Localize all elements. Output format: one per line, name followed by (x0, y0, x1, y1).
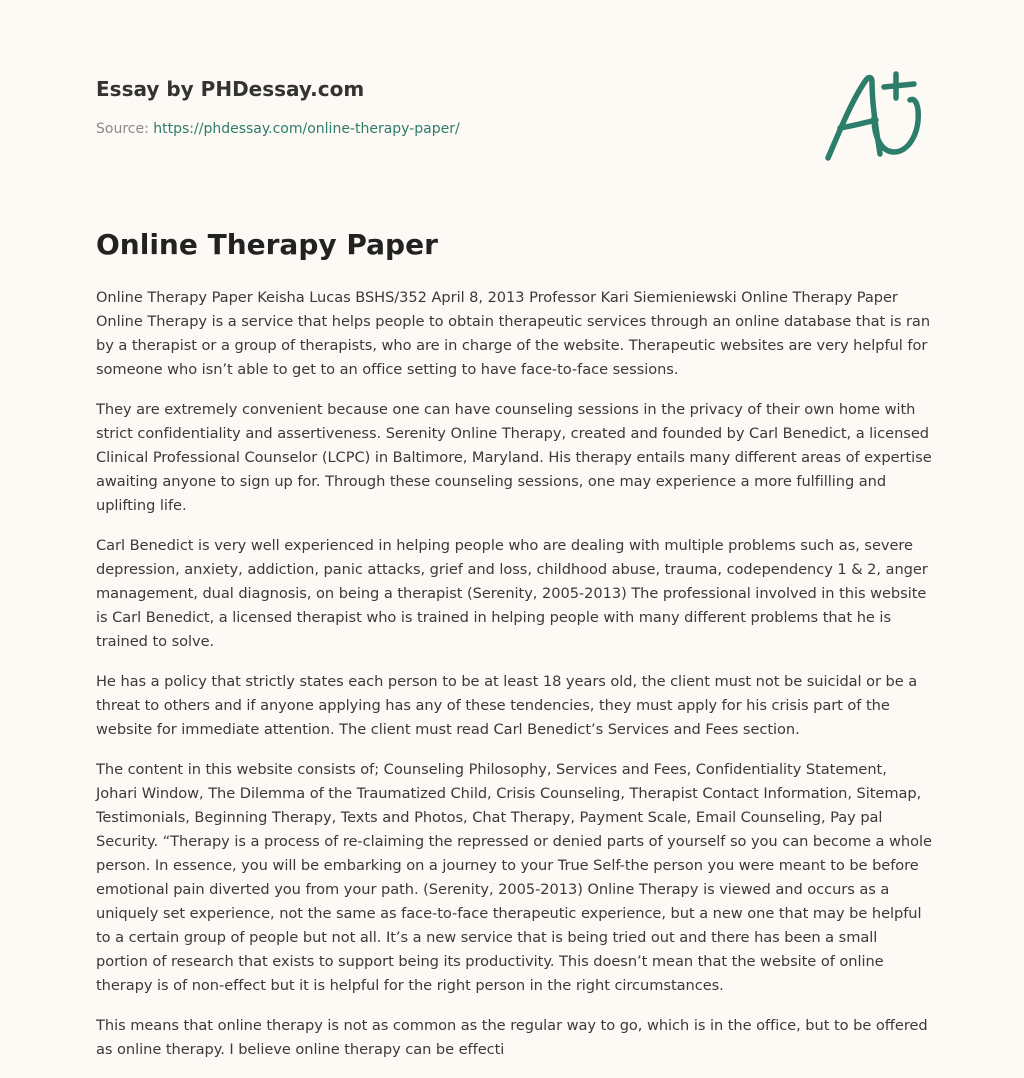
site-title: Essay by PHDessay.com (96, 77, 365, 101)
essay-paragraph: The content in this website consists of; Counseling Philosophy, Services and Fees, Confidentiality Statement, Johari Window, The Dilemma of the Traumatized Child, Crisis Counseling, Therapist Contact Information, Sitemap, Testimonials, Beginning Therapy, Texts and Photos, Chat Therapy, Payment Scale, Email Counseling, Pay pal Security. “Therapy is a process of re-claiming the repressed or denied parts of yourself so you can become a whole person. In essence, you will be embarking on a journey to your True Self-the person you were meant to be before emotional pain diverted you from your path. (Serenity, 2005-2013) Online Therapy is viewed and occurs as a uniquely set experience, not the same as face-to-face therapeutic experience, but a new one that may be helpful to a certain group of people but not all. It’s a new service that is being tried out and there has been a small portion of research that exists to support being its productivity. This doesn’t mean that the website of online therapy is of non-effect but it is helpful for the right person in the right circumstances. (96, 761, 932, 994)
source-link[interactable]: https://phdessay.com/online-therapy-paper/ (153, 121, 460, 137)
essay-paragraph: Online Therapy Paper Keisha Lucas BSHS/352 April 8, 2013 Professor Kari Siemieniewski Online Therapy Paper Online Therapy is a service that helps people to obtain therapeutic services through an online database that is ran by a therapist or a group of therapists, who are in charge of the website. Therapeutic websites are very helpful for someone who isn’t able to get to an office setting to have face-to-face sessions. (96, 289, 931, 378)
source-line (96, 119, 460, 139)
essay-paragraph: Carl Benedict is very well experienced in helping people who are dealing with multiple problems such as, severe depression, anxiety, addiction, panic attacks, grief and loss, childhood abuse, trauma, codependency 1 & 2, anger management, dual diagnosis, on being a therapist (Serenity, 2005-2013) The professional involved in this website is Carl Benedict, a licensed therapist who is trained in helping people with many different problems that he is trained to solve. (96, 537, 928, 650)
a-plus-logo-icon (822, 68, 926, 164)
source-label: Source: (96, 121, 154, 137)
page-header (96, 74, 460, 139)
essay-body (96, 286, 932, 1078)
essay-title: Online Therapy Paper (96, 228, 438, 261)
essay-paragraph: They are extremely convenient because one can have counseling sessions in the privacy of their own home with strict confidentiality and assertiveness. Serenity Online Therapy, created and founded by Carl Benedict, a licensed Clinical Professional Counselor (LCPC) in Baltimore, Maryland. His therapy entails many different areas of expertise awaiting anyone to sign up for. Through these counseling sessions, one may experience a more fulfilling and uplifting life. (96, 401, 932, 514)
essay-paragraph: This means that online therapy is not as common as the regular way to go, which is in the office, but to be offered as online therapy. I believe online therapy can be effecti (96, 1017, 928, 1058)
essay-paragraph: He has a policy that strictly states each person to be at least 18 years old, the client must not be suicidal or be a threat to others and if anyone applying has any of these tendencies, they must apply for his crisis part of the website for immediate attention. The client must read Carl Benedict’s Services and Fees section. (96, 673, 918, 738)
